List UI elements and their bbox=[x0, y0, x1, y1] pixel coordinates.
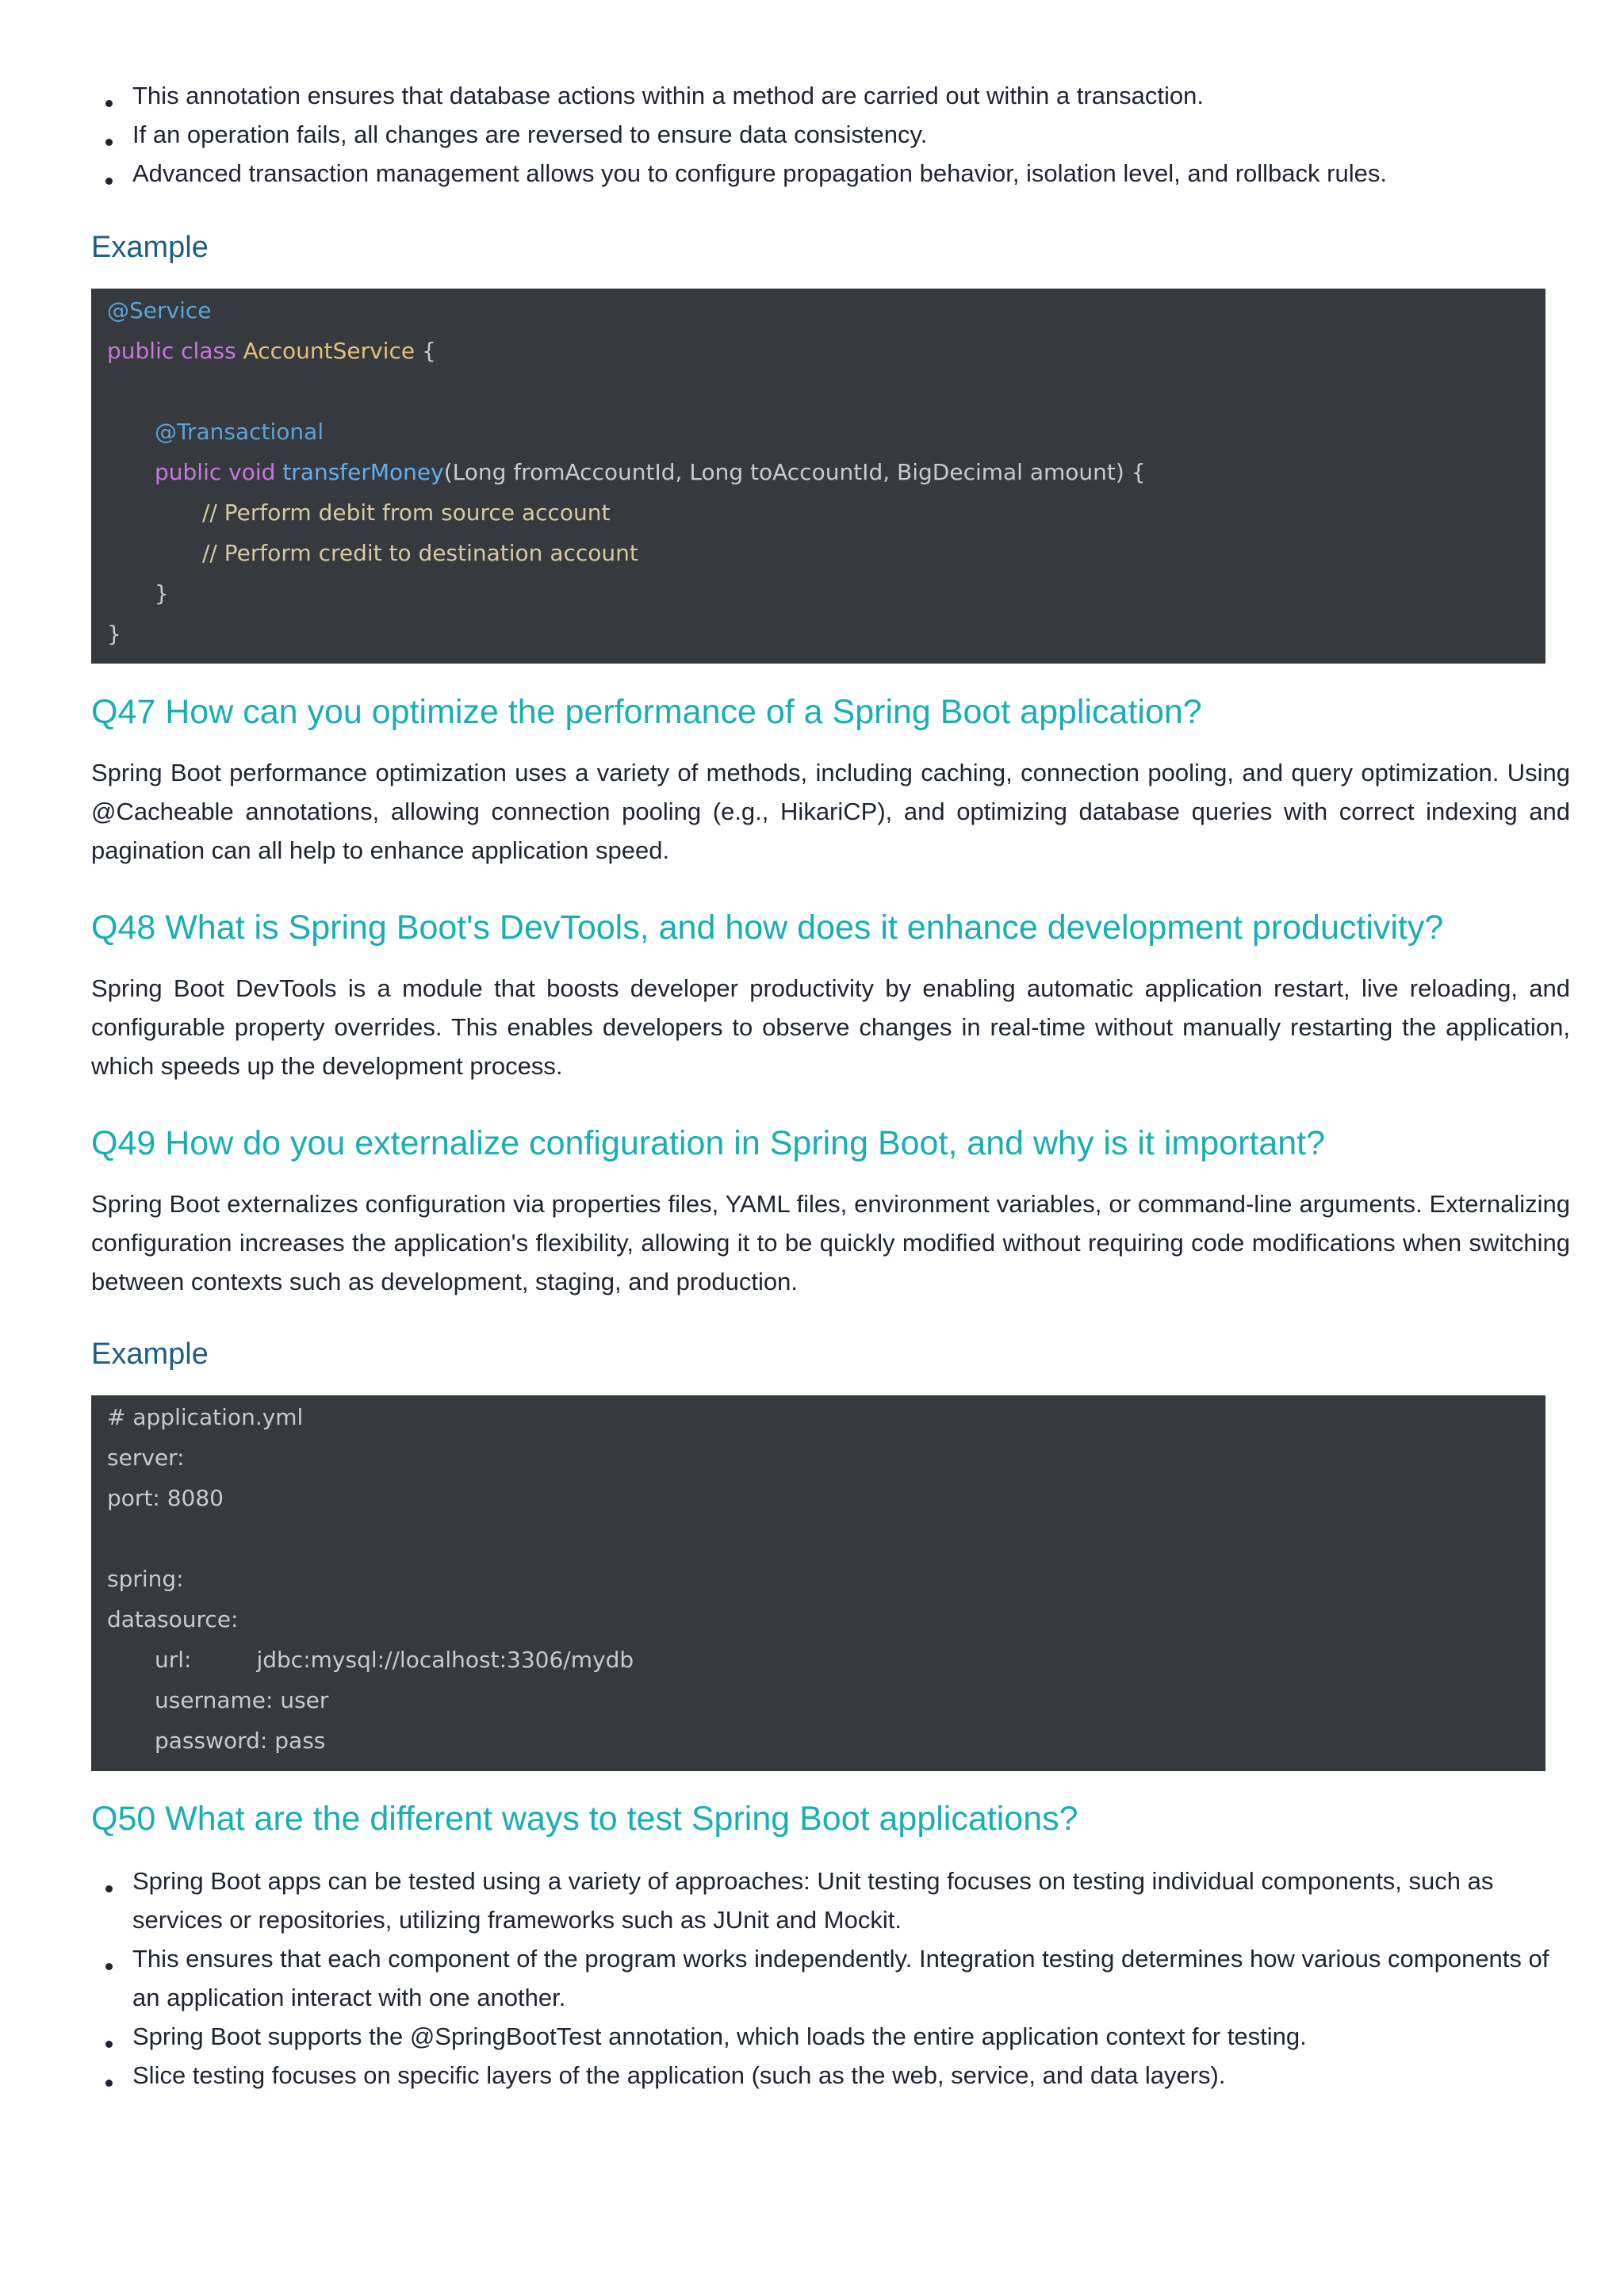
code-block-transactional bbox=[91, 289, 1545, 664]
question-title-q50: Q50 What are the different ways to test Spring Boot applications? bbox=[91, 1800, 1078, 1838]
code-brace: } bbox=[155, 580, 169, 607]
q50-bullet-list bbox=[91, 1862, 1566, 2095]
code-line: password: pass bbox=[155, 1728, 326, 1754]
code-url-key: url: bbox=[155, 1647, 192, 1673]
answer-paragraph-q49: Spring Boot externalizes configuration via properties files, YAML files, environment variables, or command-line arguments. Externalizing configuration increases the application's flexibility, allowing it to be quickly modified without requiring code modifications when switching between contexts such as development, staging, and production. bbox=[91, 1190, 1570, 1295]
list-item: If an operation fails, all changes are reversed to ensure data consistency. bbox=[91, 115, 1566, 154]
question-title-q47: Q47 How can you optimize the performance of a Spring Boot application? bbox=[91, 693, 1202, 731]
list-item: This annotation ensures that database actions within a method are carried out within a transaction. bbox=[91, 76, 1566, 115]
code-brace: } bbox=[107, 621, 121, 647]
intro-bullet-list bbox=[91, 76, 1566, 193]
code-comment: // Perform credit to destination account bbox=[202, 540, 638, 566]
code-annotation: @Service bbox=[107, 297, 212, 323]
code-line: server: bbox=[107, 1445, 185, 1471]
answer-paragraph-q47: Spring Boot performance optimization uses a variety of methods, including caching, connection pooling, and query optimization. Using @Cacheable annotations, allowing connection pooling (e.g., HikariCP), and optimizing database queries with correct indexing and pagination can all help to enhance application speed. bbox=[91, 759, 1570, 864]
code-url-value: jdbc:mysql://localhost:3306/mydb bbox=[256, 1647, 634, 1673]
code-comment: # application.yml bbox=[107, 1404, 304, 1430]
code-keyword: public void bbox=[155, 459, 283, 485]
question-title-q48: Q48 What is Spring Boot's DevTools, and how does it enhance development productivity? bbox=[91, 909, 1444, 947]
list-item: Spring Boot apps can be tested using a variety of approaches: Unit testing focuses on testing individual components, such as services or repositories, utilizing frameworks such as JUnit and Mockit. bbox=[91, 1862, 1566, 1939]
answer-paragraph-q48: Spring Boot DevTools is a module that boosts developer productivity by enabling automatic application restart, live reloading, and configurable property overrides. This enables developers to observe changes in real-time without manually restarting the application, which speeds up the development process. bbox=[91, 974, 1570, 1080]
code-comment: // Perform debit from source account bbox=[202, 499, 611, 526]
code-line: datasource: bbox=[107, 1606, 239, 1632]
list-item: Slice testing focuses on specific layers of the application (such as the web, service, and data layers). bbox=[91, 2056, 1566, 2095]
code-block-yaml bbox=[91, 1395, 1545, 1771]
code-brace: { bbox=[415, 338, 436, 364]
question-title-q49: Q49 How do you externalize configuration in Spring Boot, and why is it important? bbox=[91, 1124, 1326, 1162]
code-keyword: public class bbox=[107, 338, 243, 364]
code-class-name: AccountService bbox=[243, 338, 416, 364]
list-item: Spring Boot supports the @SpringBootTest annotation, which loads the entire application context for testing. bbox=[91, 2017, 1566, 2056]
list-item: This ensures that each component of the program works independently. Integration testing determines how various components of an application interact with one another. bbox=[91, 1939, 1566, 2017]
code-line: username: user bbox=[155, 1687, 329, 1713]
code-method-name: transferMoney bbox=[282, 459, 444, 485]
code-annotation: @Transactional bbox=[155, 419, 324, 445]
example-label: Example bbox=[91, 231, 209, 264]
code-line: port: 8080 bbox=[107, 1485, 224, 1511]
example-label: Example bbox=[91, 1337, 209, 1371]
code-params: (Long fromAccountId, Long toAccountId, BigDecimal amount) { bbox=[443, 459, 1146, 485]
list-item: Advanced transaction management allows you to configure propagation behavior, isolation level, and rollback rules. bbox=[91, 154, 1566, 193]
code-line: spring: bbox=[107, 1566, 184, 1592]
